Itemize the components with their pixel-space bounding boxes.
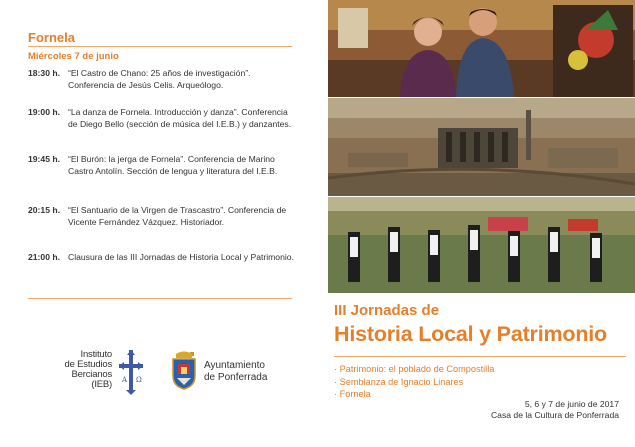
program-time: 19:45 h.	[28, 154, 61, 164]
svg-text:Ω: Ω	[136, 376, 142, 384]
photo-fornela-dance	[328, 197, 635, 293]
cross-icon	[116, 348, 146, 396]
ieb-logo	[56, 348, 146, 400]
cover-divider	[334, 356, 626, 357]
cover-title-main: Historia Local y Patrimonio	[334, 322, 607, 346]
program-item	[28, 68, 294, 91]
program-description: “La danza de Fornela. Introducción y danza”. Conferencia de Diego Bello (sección de música del I.E.B.) y danzantes.	[68, 107, 292, 129]
program-time: 21:00 h.	[28, 252, 61, 262]
program-item	[28, 205, 294, 228]
topic-list	[334, 363, 494, 401]
divider-top	[28, 46, 292, 47]
topic-item: · Fornela	[334, 389, 371, 400]
divider-bottom	[28, 298, 292, 299]
event-place: Casa de la Cultura de Ponferrada	[490, 410, 619, 421]
program-item	[28, 107, 294, 130]
venue-title: Fornela	[28, 30, 75, 45]
photo-compostilla-aerial	[328, 98, 635, 196]
svg-text:A: A	[122, 376, 128, 384]
program-time: 19:00 h.	[28, 107, 61, 117]
ayuntamiento-logo	[170, 348, 300, 400]
event-date: Miércoles 7 de junio	[28, 51, 119, 62]
event-info	[491, 399, 619, 422]
program-time: 18:30 h.	[28, 68, 61, 78]
program-item	[28, 154, 294, 177]
ieb-logo-text: Instituto de Estudios Bercianos (IEB)	[64, 349, 112, 390]
topic-item: · Semblanza de Ignacio Linares	[334, 376, 464, 387]
program-time: 20:15 h.	[28, 205, 61, 215]
program-description: “El Santuario de la Virgen de Trascastro”. Conferencia de Vicente Fernández Vázquez. Historiador.	[68, 205, 287, 227]
ayuntamiento-logo-text: Ayuntamiento de Ponferrada	[204, 360, 268, 383]
shield-icon	[170, 348, 198, 390]
program-description: “El Burón: la jerga de Fornela”. Conferencia de Marino Castro Antolín. Sección de lengua y literatura del I.E.B.	[68, 154, 278, 176]
cover-column	[318, 0, 635, 447]
topic-item: · Patrimonio: el poblado de Compostilla	[334, 364, 495, 374]
cover-title-small: III Jornadas de	[334, 302, 440, 319]
photo-speakers	[328, 0, 635, 97]
photo-collage	[328, 0, 635, 293]
program-description: Clausura de las III Jornadas de Historia Local y Patrimonio.	[68, 252, 294, 262]
program-description: “El Castro de Chano: 25 años de investigación”. Conferencia de Jesús Celis. Arqueólogo.	[68, 68, 251, 90]
program-item	[28, 252, 294, 264]
event-dates: 5, 6 y 7 de junio de 2017	[524, 399, 619, 409]
